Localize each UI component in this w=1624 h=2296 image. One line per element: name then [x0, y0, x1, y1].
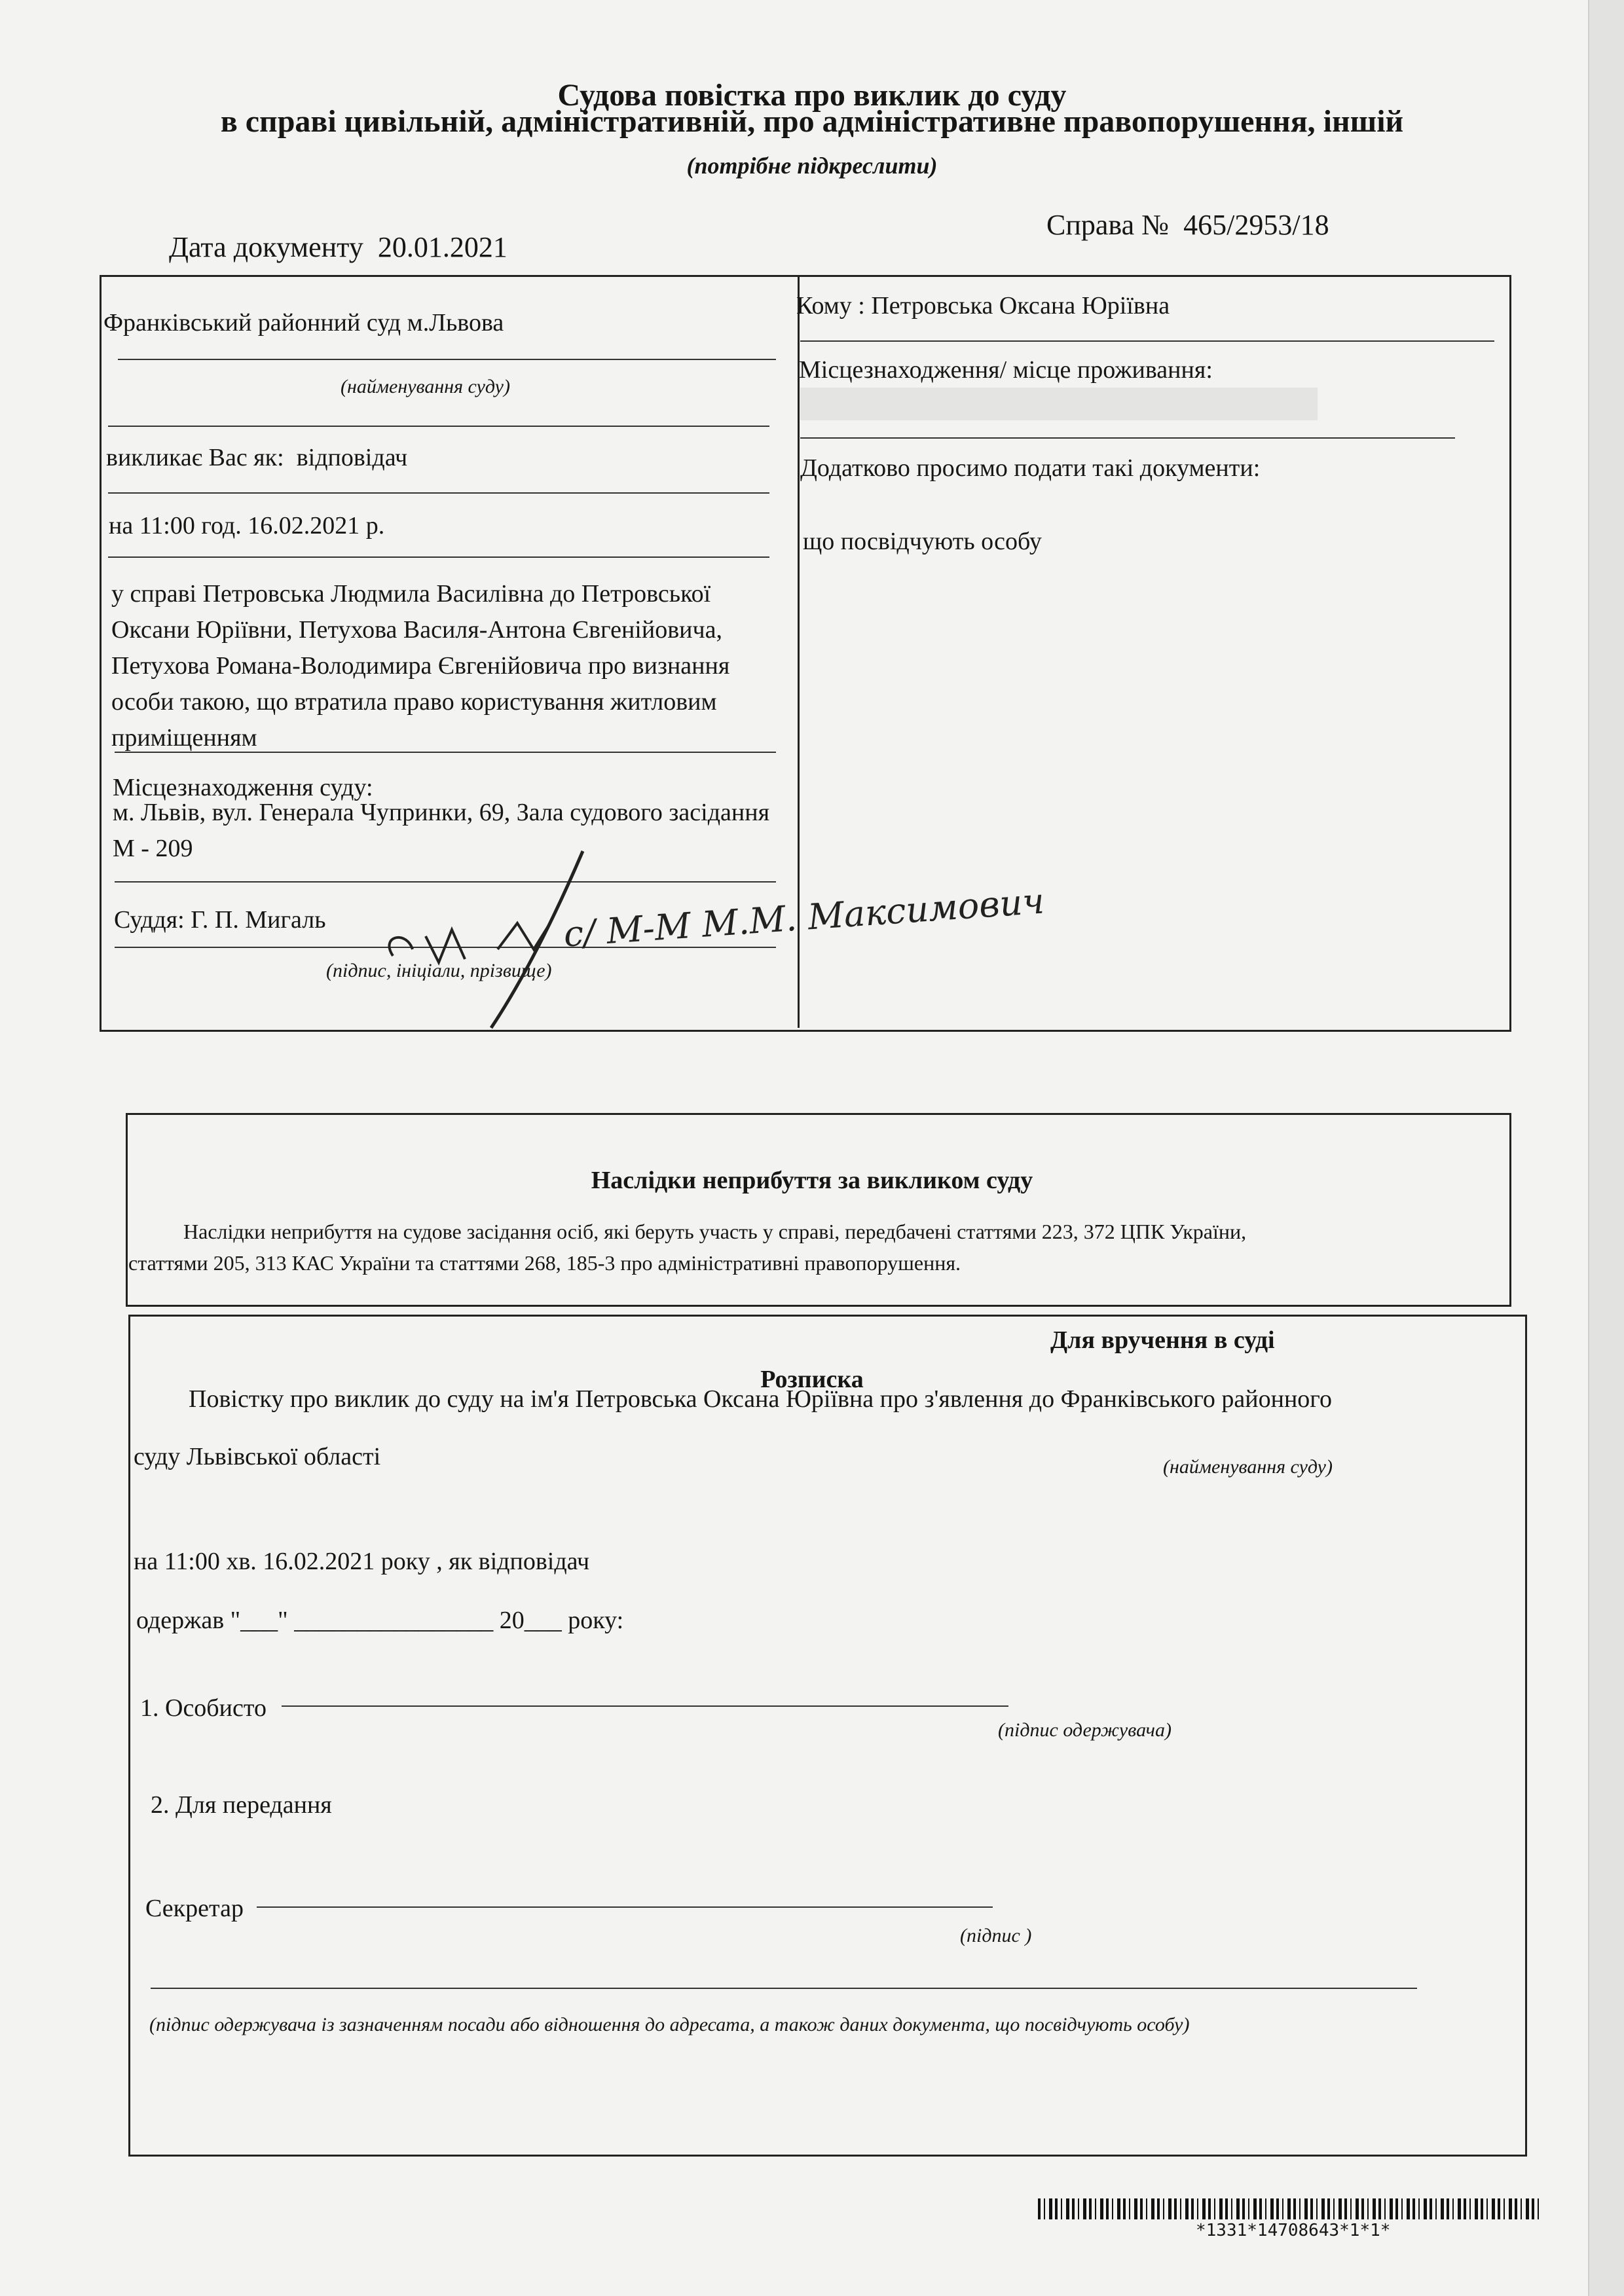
secretary-label: Секретар [145, 1895, 244, 1922]
extra-docs-label: Додатково просимо подати такі документи: [800, 454, 1261, 482]
rule-3 [108, 556, 769, 558]
personally-caption: (підпис одержувача) [998, 1719, 1172, 1741]
court-name: Франківський районний суд м.Львова [103, 309, 504, 337]
court-name-caption: (найменування суду) [341, 376, 510, 397]
consequences-title: Наслідки неприбуття за викликом суду [591, 1167, 1033, 1194]
doc-date-label: Дата документу [169, 231, 363, 263]
title-line-1: Судова повістка про виклик до суду [557, 78, 1067, 113]
receipt-time: на 11:00 хв. 16.02.2021 року , як відповідач [134, 1548, 590, 1575]
sheet-edge [1588, 0, 1624, 2296]
extra-docs: що посвідчують особу [803, 528, 1042, 555]
rule-r2 [800, 437, 1455, 439]
judge: Суддя: Г. П. Мигаль [114, 906, 326, 934]
handwritten-text: с/ М-М М.М. Максимович [562, 880, 1046, 955]
summons-as-value: відповідач [296, 444, 408, 471]
bottom-line [151, 1988, 1417, 1989]
summons-as [106, 440, 407, 476]
title-note: (потрібне підкреслити) [686, 153, 938, 179]
doc-date-value: 20.01.2021 [377, 231, 507, 263]
receipt-line-1: Повістку про виклик до суду на ім'я Петровська Оксана Юріївна про з'явлення до Франківського районного [189, 1385, 1332, 1413]
received-line: одержав "___" ________________ 20___ року: [136, 1607, 624, 1634]
recipient-to: Кому : Петровська Оксана Юріївна [796, 292, 1170, 319]
consequences-line-2: статтями 205, 313 КАС України та статтями 268, 185-3 про адміністративні правопорушення. [128, 1251, 961, 1275]
barcode-text: *1331*14708643*1*1* [1196, 2221, 1391, 2240]
doc-date [169, 230, 507, 264]
secretary-line [257, 1906, 993, 1908]
secretary-caption: (підпис ) [960, 1925, 1032, 1946]
receipt-line-2: суду Львівської області [134, 1443, 381, 1470]
court-location-label: Місцезнаходження суду: [113, 774, 373, 801]
signature-caption: (підпис, ініціали, прізвище) [326, 960, 552, 981]
address-label: Місцезнаходження/ місце проживання: [799, 356, 1213, 384]
rule-r1 [800, 340, 1494, 342]
case-number-label: Справа № [1046, 209, 1170, 241]
rule-2 [108, 492, 769, 494]
case-number-value: 465/2953/18 [1183, 209, 1329, 241]
rule-1 [108, 426, 769, 427]
case-number [1046, 208, 1329, 242]
personally-label: 1. Особисто [140, 1694, 267, 1722]
summons-as-label: викликає Вас як: [106, 444, 284, 471]
address-redacted [800, 388, 1318, 420]
for-court-delivery: Для вручення в суді [1050, 1326, 1275, 1354]
case-description: у справі Петровська Людмила Василівна до Петровської Оксани Юріївни, Петухова Василя-Антона Євгенійовича, Петухова Романа-Володимира Євгенійовича про визнання особи такою, що втратила право користування житловим приміщенням [111, 580, 730, 752]
title-line-2: в справі цивільній, адміністративній, про адміністративне правопорушення, іншій [220, 104, 1404, 139]
for-transfer: 2. Для передання [151, 1791, 332, 1819]
receipt-court-caption: (найменування суду) [1163, 1456, 1333, 1478]
bottom-caption: (підпис одержувача із зазначенням посади або відношення до адресата, а також даних документа, що посвідчують особу) [149, 2014, 1190, 2035]
hearing-time: на 11:00 год. 16.02.2021 р. [109, 512, 385, 539]
barcode-icon [1038, 2198, 1542, 2219]
personally-line [282, 1705, 1008, 1707]
receipt-title: Розписка [760, 1366, 864, 1393]
court-location: м. Львів, вул. Генерала Чупринки, 69, Зала судового засідання М - 209 [113, 799, 770, 862]
rule-4 [115, 752, 776, 753]
consequences-line-1: Наслідки неприбуття на судове засідання осіб, які беруть участь у справі, передбачені статтями 223, 372 ЦПК України, [183, 1220, 1247, 1243]
court-name-line [118, 359, 776, 360]
